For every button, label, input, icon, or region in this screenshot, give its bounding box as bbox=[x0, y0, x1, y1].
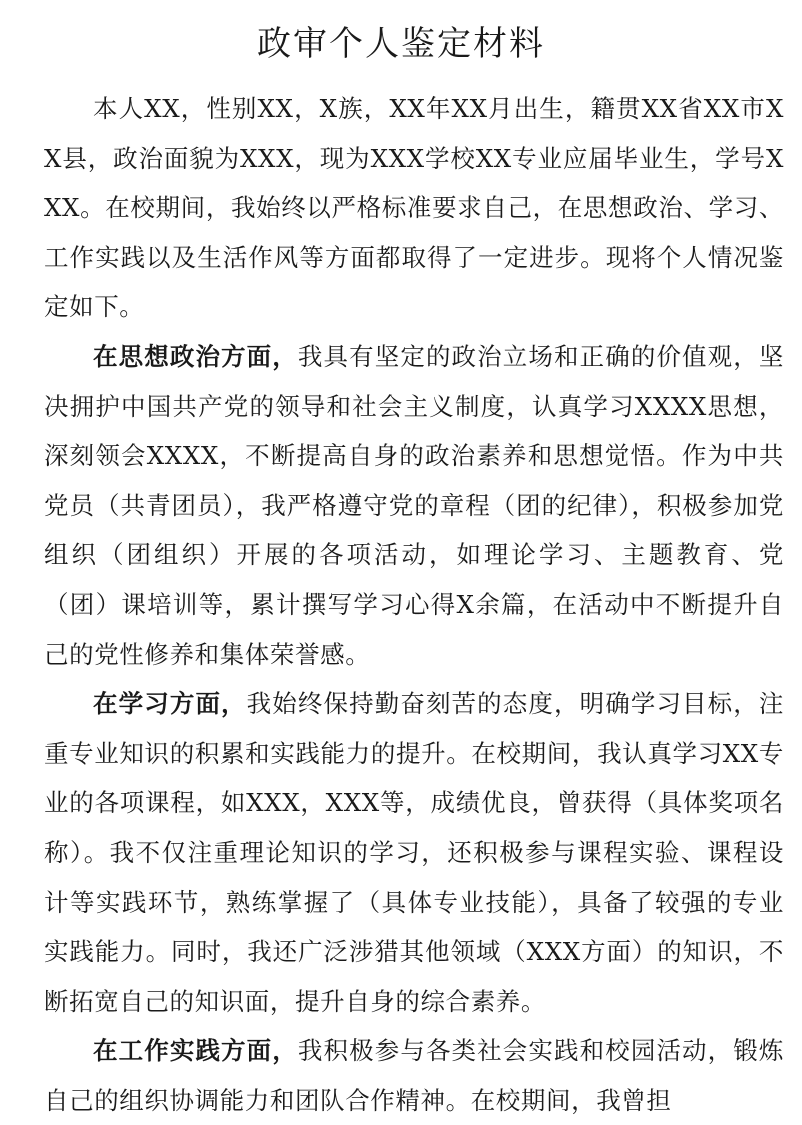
paragraph-personal-info bbox=[44, 84, 784, 332]
paragraph-heading: 在思想政治方面， bbox=[93, 341, 298, 371]
paragraph-heading: 在工作实践方面， bbox=[93, 1036, 298, 1066]
paragraph-political-ideology bbox=[44, 332, 784, 679]
document-body bbox=[44, 84, 784, 1125]
paragraph-work-practice bbox=[44, 1026, 784, 1125]
paragraph-text: 我积极参与各类社会实践和校园活动，锻炼自己的组织协调能力和团队合作精神。在校期间，我曾担 bbox=[44, 1036, 784, 1115]
paragraph-study bbox=[44, 679, 784, 1026]
paragraph-text: 我具有坚定的政治立场和正确的价值观，坚决拥护中国共产党的领导和社会主义制度，认真学习XXXX思想，深刻领会XXXX，不断提高自身的政治素养和思想觉悟。作为中共党员（共青团员），我严格遵守党的章程（团的纪律），积极参加党组织（团组织）开展的各项活动，如理论学习、主题教育、党（团）课培训等，累计撰写学习心得X余篇，在活动中不断提升自己的党性修养和集体荣誉感。 bbox=[44, 341, 784, 669]
paragraph-text: 本人XX，性别XX，X族，XX年XX月出生，籍贯XX省XX市XX县，政治面貌为XXX，现为XXX学校XX专业应届毕业生，学号XXX。在校期间，我始终以严格标准要求自己，在思想政治、学习、工作实践以及生活作风等方面都取得了一定进步。现将个人情况鉴定如下。 bbox=[44, 94, 784, 322]
paragraph-text: 我始终保持勤奋刻苦的态度，明确学习目标，注重专业知识的积累和实践能力的提升。在校期间，我认真学习XX专业的各项课程，如XXX，XXX等，成绩优良，曾获得（具体奖项名称）。我不仅注重理论知识的学习，还积极参与课程实验、课程设计等实践环节，熟练掌握了（具体专业技能），具备了较强的专业实践能力。同时，我还广泛涉猎其他领域（XXX方面）的知识，不断拓宽自己的知识面，提升自身的综合素养。 bbox=[44, 689, 784, 1016]
paragraph-heading: 在学习方面， bbox=[93, 689, 247, 719]
document-title: 政审个人鉴定材料 bbox=[257, 24, 545, 64]
